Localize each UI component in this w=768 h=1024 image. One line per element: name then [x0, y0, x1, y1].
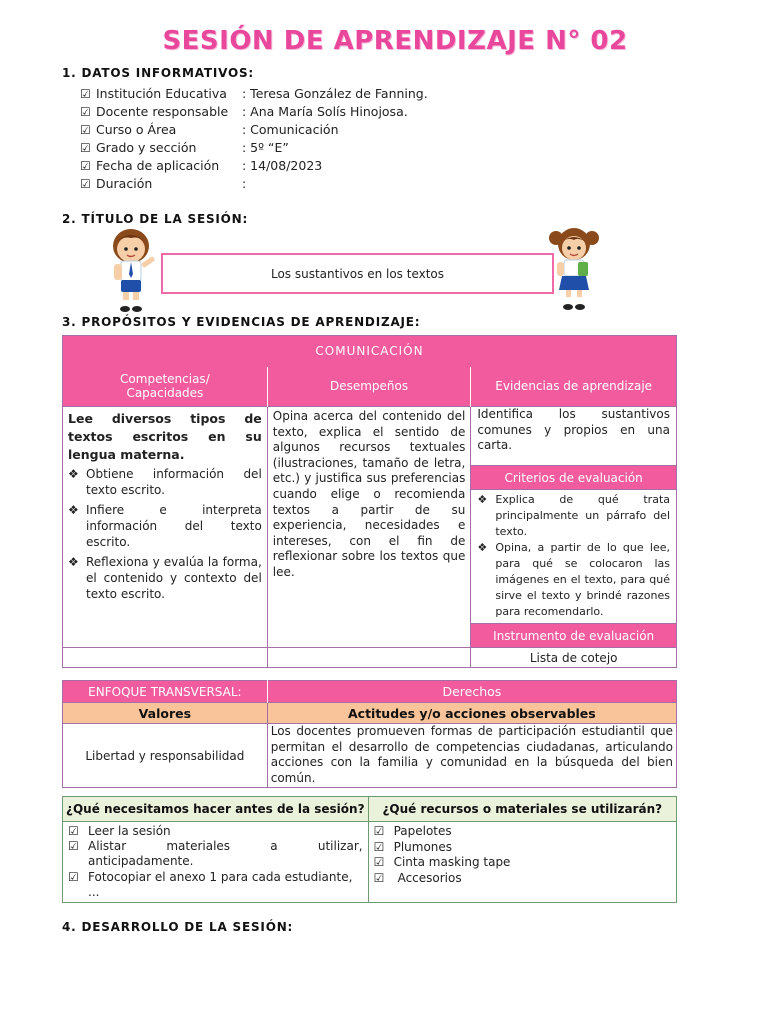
checkbox-icon: ☑: [80, 87, 91, 101]
col-header-evidencias: Evidencias de aprendizaje: [471, 367, 677, 407]
info-value: : 5º “E”: [242, 140, 289, 155]
checkbox-icon: ☑: [68, 870, 79, 884]
info-row: [80, 175, 246, 193]
capacity-item: ❖ Obtiene información del texto escrito.: [68, 467, 262, 497]
section-heading-datos: 1. DATOS INFORMATIVOS:: [62, 66, 255, 80]
value-cell: Libertad y responsabilidad: [63, 724, 268, 788]
instrument-header: Instrumento de evaluación: [471, 624, 677, 648]
resource-item: ☑ Cinta masking tape: [373, 855, 511, 869]
resource-item: ☑ Papelotes: [373, 824, 452, 838]
checkbox-icon: ☑: [373, 870, 385, 885]
checkbox-icon: ☑: [80, 141, 91, 155]
checkbox-icon: ☑: [80, 159, 91, 173]
info-label: Curso o Área: [96, 122, 177, 137]
before-header: ¿Qué necesitamos hacer antes de la sesión?: [63, 797, 369, 822]
capacities-list: [68, 466, 262, 602]
instrument-cell: Lista de cotejo: [471, 648, 677, 668]
girl-illustration: [548, 224, 600, 312]
area-header: COMUNICACIÓN: [63, 336, 677, 367]
info-value: : Comunicación: [242, 122, 339, 137]
section-heading-propositos: 3. PROPÓSITOS Y EVIDENCIAS DE APRENDIZAJE:: [62, 315, 421, 329]
values-header: Valores: [63, 703, 268, 724]
info-value: : Ana María Solís Hinojosa.: [242, 104, 408, 119]
info-row: [80, 157, 322, 175]
info-label: Docente responsable: [96, 104, 229, 119]
info-value: :: [242, 176, 247, 191]
resource-item: ☑ Plumones: [373, 839, 453, 854]
checkbox-icon: ☑: [80, 123, 91, 137]
info-row: [80, 103, 408, 121]
checkbox-icon: ☑: [68, 839, 79, 853]
criteria-header: Criterios de evaluación: [471, 466, 677, 490]
criteria-item: ❖ Explica de qué trata principalmente un párrafo del texto.: [477, 493, 670, 538]
purposes-table: [62, 335, 677, 668]
performance-cell: Opina acerca del contenido del texto, explica el sentido de algunos recursos textuales (ilustraciones, tamaño de letra, etc.) y justifica sus preferencias cuando elige o recomienda textos a partir de su experiencia, necesidades e intereses, con el fin de reflexionar sobre los textos que lee.: [267, 407, 471, 648]
before-item: ☑ Fotocopiar el anexo 1 para cada estudiante, ...: [68, 870, 353, 899]
checkbox-icon: ☑: [373, 824, 385, 838]
boy-illustration: [104, 224, 162, 314]
info-value: : Teresa González de Fanning.: [242, 86, 428, 101]
checkbox-icon: ☑: [80, 105, 91, 119]
checkbox-icon: ☑: [68, 824, 79, 838]
session-title-text: Los sustantivos en los textos: [270, 266, 445, 281]
resources-header: ¿Qué recursos o materiales se utilizarán?: [368, 797, 676, 822]
section-heading-desarrollo: 4. DESARROLLO DE LA SESIÓN:: [62, 920, 294, 934]
criteria-list: [477, 492, 670, 620]
checkbox-icon: ☑: [80, 177, 91, 191]
capacity-item: ❖ Reflexiona y evalúa la forma, el contenido y contexto del texto escrito.: [68, 555, 262, 601]
actions-header: Actitudes y/o acciones observables: [267, 703, 676, 724]
resource-item: ☑ Accesorios: [373, 870, 462, 885]
col-header-desempenos: Desempeños: [267, 367, 471, 407]
capacity-item: ❖ Infiere e interpreta información del texto escrito.: [68, 503, 262, 549]
info-row: [80, 139, 289, 157]
info-label: Grado y sección: [96, 140, 197, 155]
before-item: ☑ Leer la sesión: [68, 824, 171, 838]
transversal-name: Derechos: [267, 681, 676, 703]
info-row: [80, 121, 339, 139]
action-cell: Los docentes promueven formas de participación estudiantil que permitan el desarrollo de competencias ciudadanas, articulando acciones con la familia y comunidad en la búsqueda del bien común.: [267, 724, 676, 788]
resources-list: [368, 822, 676, 903]
page-title: SESIÓN DE APRENDIZAJE N° 02: [162, 26, 628, 56]
info-label: Fecha de aplicación: [96, 158, 220, 173]
section-heading-titulo: 2. TÍTULO DE LA SESIÓN:: [62, 212, 249, 226]
evidence-cell: Identifica los sustantivos comunes y propios en una carta.: [471, 407, 677, 466]
transversal-label: ENFOQUE TRANSVERSAL:: [63, 681, 268, 703]
info-label: Duración: [96, 176, 153, 191]
checkbox-icon: ☑: [373, 855, 385, 869]
info-row: [80, 85, 428, 103]
info-label: Institución Educativa: [96, 86, 227, 101]
preparation-table: [62, 796, 677, 903]
before-list: [63, 822, 369, 903]
competence-text: Lee diversos tipos de textos escritos en su lengua materna.: [68, 411, 262, 462]
session-title-box: [161, 253, 554, 294]
transversal-table: [62, 680, 677, 788]
criteria-item: ❖ Opina, a partir de lo que lee, para qué se colocaron las imágenes en el texto, para qué sirve el texto y brindé razones para recomendarlo.: [477, 541, 670, 618]
criteria-cell: [471, 490, 677, 624]
checkbox-icon: ☑: [373, 839, 385, 854]
competence-cell: [63, 407, 268, 648]
col-header-competencias: Competencias/ Capacidades: [63, 367, 268, 407]
info-value: : 14/08/2023: [242, 158, 323, 173]
before-item: ☑ Alistar materiales a utilizar, anticipadamente.: [68, 839, 363, 868]
